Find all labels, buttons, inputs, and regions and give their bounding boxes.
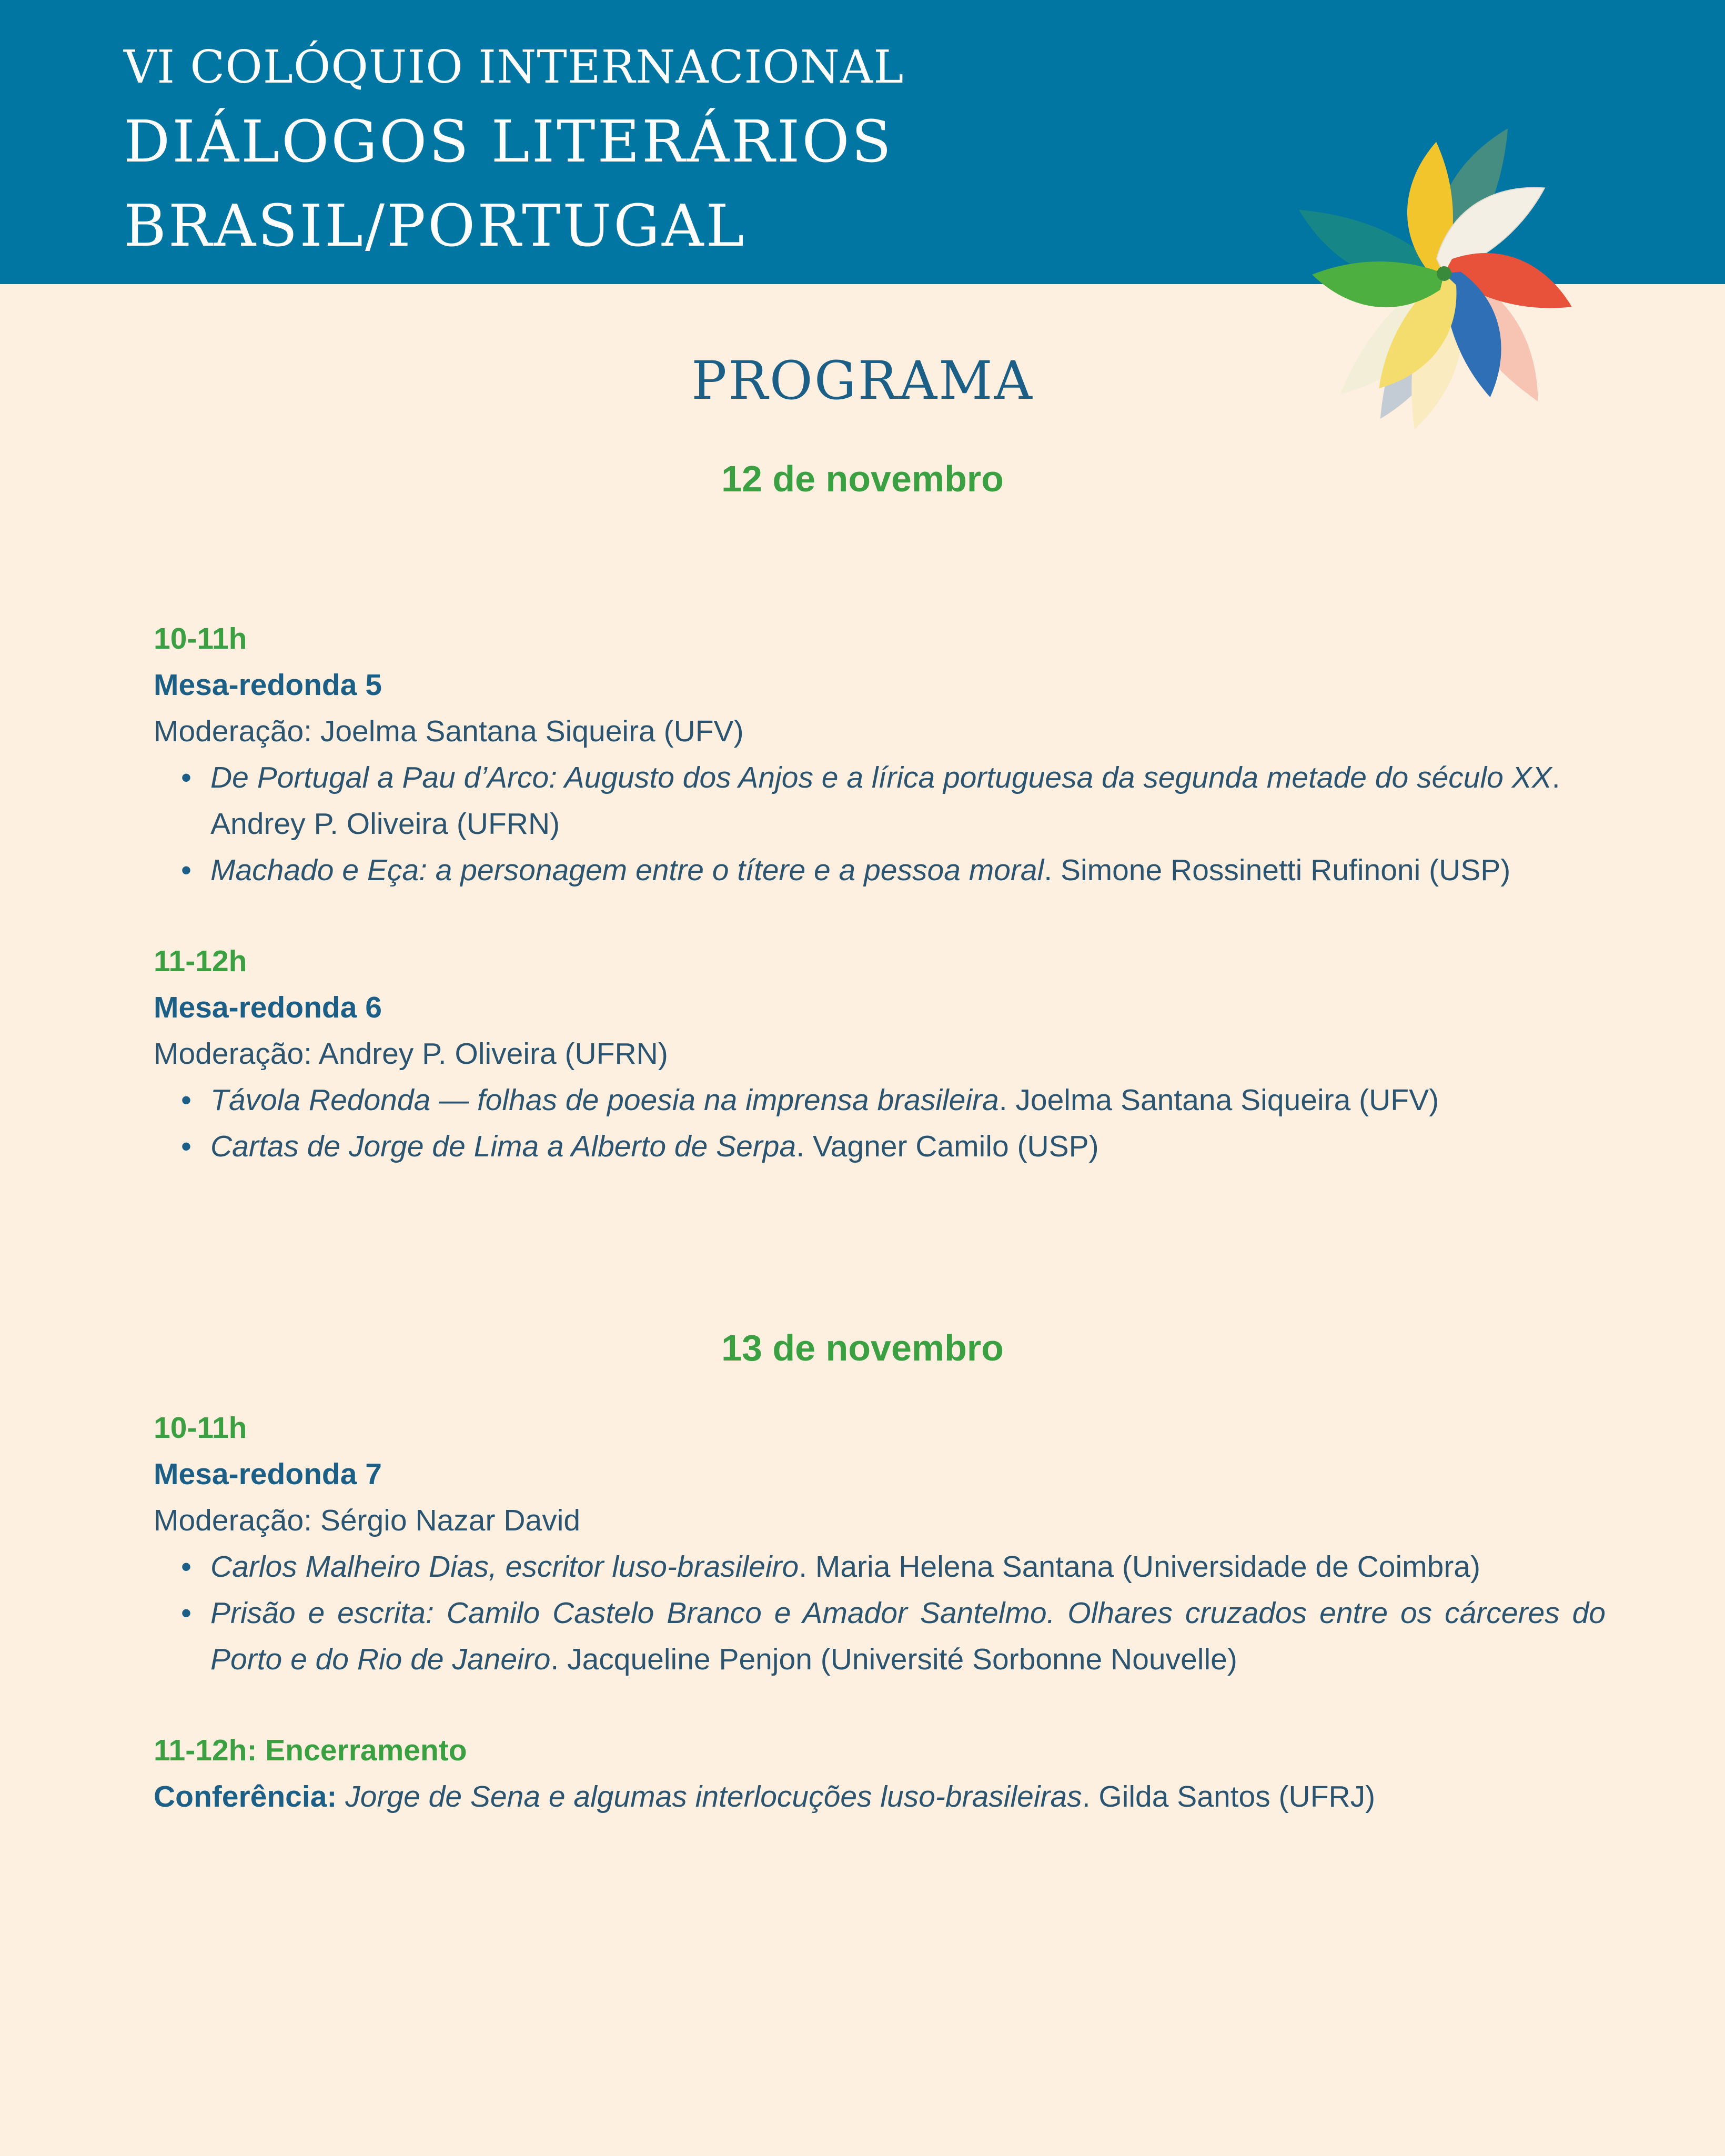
- bullet: •: [181, 1083, 191, 1117]
- session-closing: [154, 1727, 1606, 1820]
- talk-title: Carlos Malheiro Dias, escritor luso-brasileiro: [210, 1550, 799, 1584]
- day1-date: 12 de novembro: [721, 458, 1004, 499]
- session-title: Mesa-redonda 7: [154, 1457, 382, 1491]
- session-mesa-5: [154, 616, 1606, 893]
- session-title: Mesa-redonda 6: [154, 991, 382, 1024]
- header-title-line2: BRASIL/PORTUGAL: [124, 192, 747, 259]
- list-item: [154, 1123, 1606, 1170]
- talk-speaker: . Vagner Camilo (USP): [796, 1130, 1099, 1163]
- bullet: •: [181, 1596, 191, 1630]
- session-moderation: Moderação: Joelma Santana Siqueira (UFV): [154, 714, 744, 748]
- session-moderation: Moderação: Sérgio Nazar David: [154, 1504, 581, 1537]
- header-subtitle: VI COLÓQUIO INTERNACIONAL: [124, 41, 904, 94]
- bullet: •: [181, 853, 191, 887]
- talk-speaker: . Simone Rossinetti Rufinoni (USP): [1044, 853, 1511, 887]
- talk-list: [154, 1544, 1606, 1683]
- header-title-line1: DIÁLOGOS LITERÁRIOS: [124, 108, 893, 175]
- session-title: Mesa-redonda 5: [154, 668, 382, 702]
- talk-speaker: . Jacqueline Penjon (Université Sorbonne Nouvelle): [550, 1643, 1237, 1676]
- talk-speaker: . Maria Helena Santana (Universidade de Coimbra): [799, 1550, 1480, 1584]
- bullet: •: [181, 1130, 191, 1163]
- session-time: 11-12h: [154, 944, 247, 978]
- talk-title: Prisão e escrita: Camilo Castelo Branco e Amador Santelmo. Olhares cruzados entre os cárceres do Porto e do Rio de Janeiro: [210, 1596, 1606, 1676]
- list-item: [154, 1590, 1606, 1683]
- session-mesa-7: [154, 1405, 1606, 1683]
- session-time: 10-11h: [154, 1411, 247, 1445]
- talk-title: De Portugal a Pau d’Arco: Augusto dos Anjos e a lírica portuguesa da segunda metade do século XX: [210, 761, 1552, 794]
- closing-conference: [154, 1774, 1606, 1820]
- list-item: [154, 1077, 1606, 1123]
- bullet: •: [181, 761, 191, 794]
- talk-title: Távola Redonda — folhas de poesia na imprensa brasileira: [210, 1083, 999, 1117]
- talk-speaker: . Andrey P. Oliveira (UFRN): [210, 761, 1560, 841]
- session-mesa-6: [154, 938, 1606, 1170]
- talk-list: [154, 754, 1606, 893]
- closing-time: 11-12h: Encerramento: [154, 1734, 467, 1767]
- conference-label: Conferência:: [154, 1780, 337, 1814]
- list-item: [154, 1544, 1606, 1590]
- day2-date: 13 de novembro: [721, 1327, 1004, 1368]
- session-moderation: Moderação: Andrey P. Oliveira (UFRN): [154, 1037, 668, 1071]
- talk-list: [154, 1077, 1606, 1170]
- talk-title: Cartas de Jorge de Lima a Alberto de Serpa: [210, 1130, 796, 1163]
- talk-speaker: . Joelma Santana Siqueira (UFV): [998, 1083, 1439, 1117]
- program-title: PROGRAMA: [691, 350, 1034, 411]
- talk-title: Machado e Eça: a personagem entre o títere e a pessoa moral: [210, 853, 1044, 887]
- list-item: [154, 754, 1606, 847]
- bullet: •: [181, 1550, 191, 1584]
- session-time: 10-11h: [154, 622, 247, 656]
- list-item: [154, 847, 1606, 893]
- conference-title: Jorge de Sena e algumas interlocuções luso-brasileiras: [345, 1780, 1082, 1814]
- conference-speaker: . Gilda Santos (UFRJ): [1082, 1780, 1376, 1814]
